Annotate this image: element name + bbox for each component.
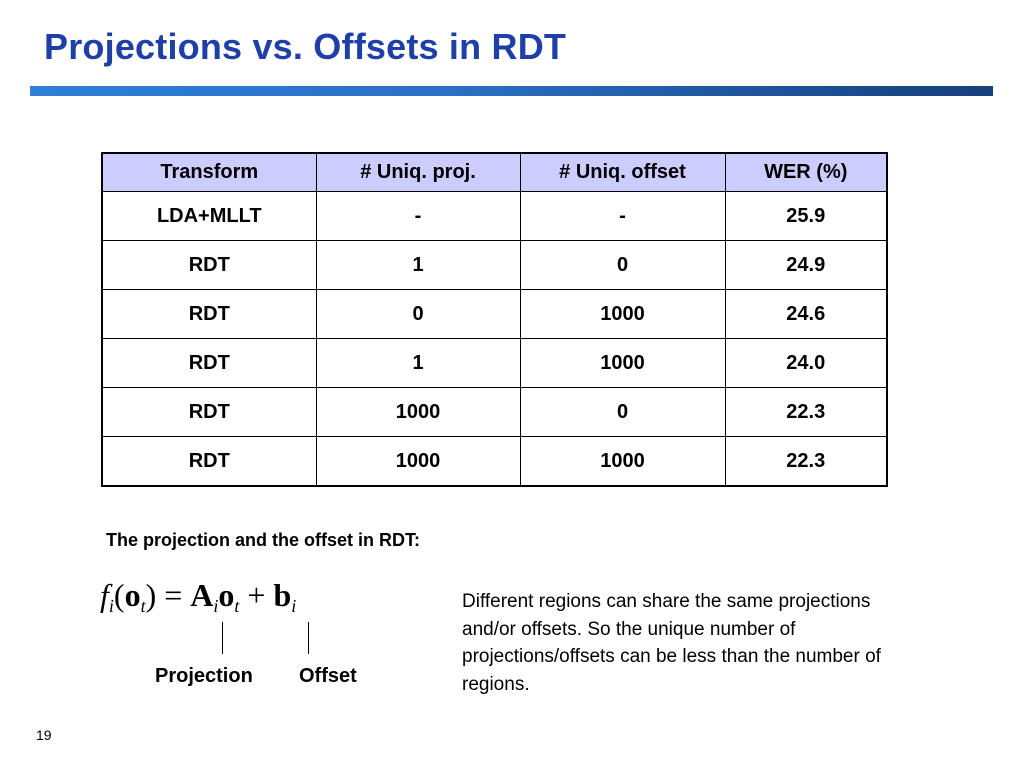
- formula-b: b: [273, 577, 292, 613]
- cell-transform: LDA+MLLT: [102, 192, 316, 241]
- cell-transform: RDT: [102, 339, 316, 388]
- cell-wer: 22.3: [725, 437, 887, 487]
- cell-uniq-offset: 1000: [520, 339, 725, 388]
- table-row: [102, 290, 887, 339]
- title-underline-bar: [30, 86, 993, 96]
- cell-uniq-offset: 1000: [520, 290, 725, 339]
- projection-pointer-line: [222, 622, 223, 654]
- cell-uniq-offset: 0: [520, 241, 725, 290]
- offset-label: Offset: [299, 665, 357, 687]
- formula-close-paren: ): [145, 577, 157, 613]
- table-header-row: [102, 153, 887, 192]
- formula-caption: The projection and the offset in RDT:: [106, 530, 420, 550]
- rdt-formula: [100, 577, 296, 617]
- table-row: [102, 388, 887, 437]
- cell-uniq-offset: 1000: [520, 437, 725, 487]
- cell-uniq-proj: 1000: [316, 437, 520, 487]
- formula-sub-t: t: [234, 596, 240, 616]
- projection-label: Projection: [155, 665, 253, 687]
- table-row: [102, 437, 887, 487]
- table-row: [102, 339, 887, 388]
- cell-transform: RDT: [102, 388, 316, 437]
- header-uniq-offset: # Uniq. offset: [520, 153, 725, 192]
- cell-wer: 22.3: [725, 388, 887, 437]
- cell-uniq-proj: 1: [316, 339, 520, 388]
- formula-sub-i: i: [213, 596, 219, 616]
- cell-uniq-proj: -: [316, 192, 520, 241]
- cell-uniq-proj: 1: [316, 241, 520, 290]
- table-row: [102, 192, 887, 241]
- cell-wer: 25.9: [725, 192, 887, 241]
- slide-title: Projections vs. Offsets in RDT: [44, 26, 567, 67]
- cell-uniq-proj: 1000: [316, 388, 520, 437]
- formula-sub-t: t: [140, 596, 146, 616]
- cell-wer: 24.9: [725, 241, 887, 290]
- offset-pointer-line: [308, 622, 309, 654]
- header-uniq-proj: # Uniq. proj.: [316, 153, 520, 192]
- formula-open-paren: (: [113, 577, 125, 613]
- formula-equals: =: [164, 577, 183, 613]
- page-number: 19: [36, 727, 52, 743]
- cell-uniq-offset: 0: [520, 388, 725, 437]
- cell-uniq-proj: 0: [316, 290, 520, 339]
- header-wer: WER (%): [725, 153, 887, 192]
- cell-uniq-offset: -: [520, 192, 725, 241]
- formula-plus: +: [247, 577, 266, 613]
- cell-wer: 24.6: [725, 290, 887, 339]
- formula-f: f: [100, 577, 109, 613]
- formula-o: o: [124, 577, 141, 613]
- results-table: [101, 152, 888, 487]
- formula-o: o: [218, 577, 235, 613]
- formula-sub-i: i: [291, 596, 297, 616]
- cell-transform: RDT: [102, 241, 316, 290]
- formula-A: A: [190, 577, 214, 613]
- cell-transform: RDT: [102, 437, 316, 487]
- header-transform: Transform: [102, 153, 316, 192]
- formula-sub-i: i: [108, 596, 114, 616]
- cell-wer: 24.0: [725, 339, 887, 388]
- explanation-note: Different regions can share the same projections and/or offsets. So the unique number of projections/offsets can be less than the number of regions.: [462, 591, 881, 695]
- cell-transform: RDT: [102, 290, 316, 339]
- table-row: [102, 241, 887, 290]
